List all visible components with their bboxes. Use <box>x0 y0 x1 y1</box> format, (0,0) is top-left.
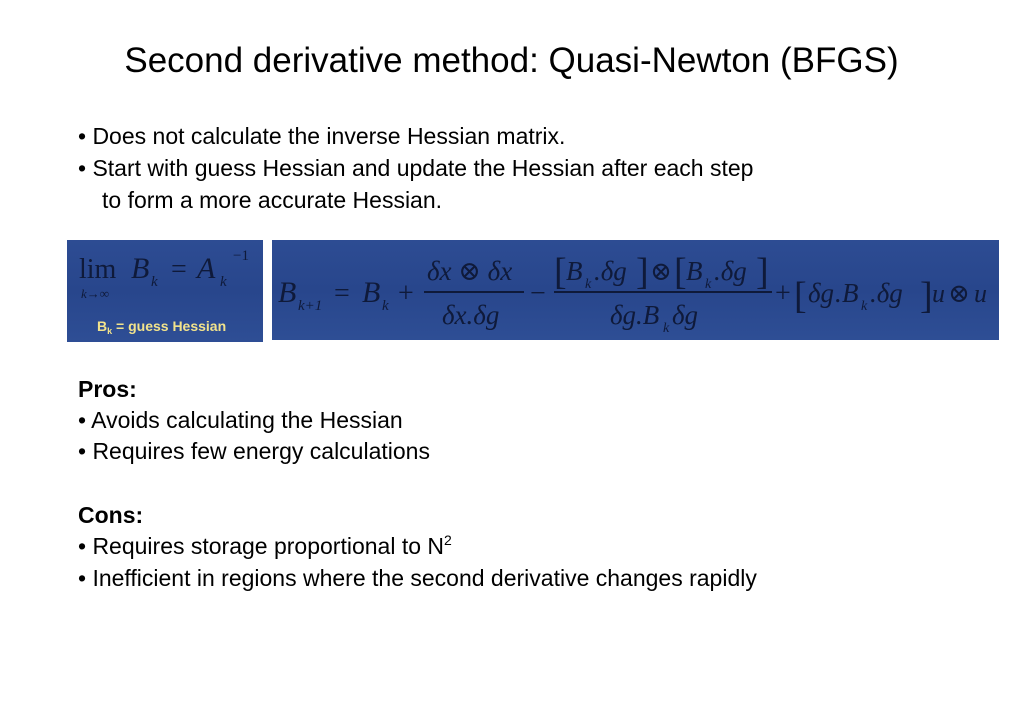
pros-item-2: • Requires few energy calculations <box>78 438 430 464</box>
term3-k: k <box>861 299 868 314</box>
num2-b1: B <box>566 256 583 286</box>
cons-item-1-text: • Requires storage proportional to N <box>78 533 445 559</box>
a-symbol: A <box>197 252 216 285</box>
cons-item-2: • Inefficient in regions where the second derivative changes rapidly <box>78 565 757 591</box>
b-symbol: B <box>131 252 150 285</box>
limit-equation-svg <box>67 240 263 342</box>
term3-otimes: ⊗ <box>948 279 970 308</box>
bracket-1-left: [ <box>554 251 567 293</box>
term3-dg1: δg <box>808 278 835 308</box>
term3-dotdg: .δg <box>870 278 903 308</box>
fraction1-denominator: δx.δg <box>442 300 500 330</box>
lim-subscript: k→∞ <box>81 286 110 301</box>
num2-b2: B <box>686 256 703 286</box>
equals-sign: = <box>171 254 187 285</box>
bfgs-update-equation-image <box>272 240 999 340</box>
limit-equation-image <box>67 240 263 342</box>
den2-k: k <box>663 321 670 336</box>
slide-title: Second derivative method: Quasi-Newton (BFGS) <box>124 41 899 80</box>
a-subscript-k: k <box>220 274 227 290</box>
cons-item-1 <box>78 531 452 561</box>
intro-bullet-1: • Does not calculate the inverse Hessian matrix. <box>78 123 566 149</box>
cons-item-1-superscript: 2 <box>444 532 452 548</box>
num2-k2: k <box>705 277 712 292</box>
bracket-1-right: ] <box>636 251 649 293</box>
minus-sign: − <box>530 278 546 309</box>
update-equals: = <box>334 278 350 309</box>
label-rest: = guess Hessian <box>112 318 227 334</box>
pros-item-1: • Avoids calculating the Hessian <box>78 407 403 433</box>
term3-u2: u <box>974 279 987 308</box>
b-subscript-k: k <box>151 274 158 290</box>
pros-heading: Pros: <box>78 376 137 402</box>
intro-bullet-2: • Start with guess Hessian and update the Hessian after each step <box>78 155 754 181</box>
num2-k1: k <box>585 277 592 292</box>
plus-1: + <box>398 278 414 309</box>
term3-u1: u <box>932 279 945 308</box>
bracket-3-right: ] <box>920 275 933 317</box>
num2-dg1: .δg <box>594 256 627 286</box>
fraction1-numerator: δx ⊗ δx <box>427 256 513 286</box>
lim-text: lim <box>79 254 117 285</box>
num2-otimes: ⊗ <box>650 257 672 286</box>
label-k: k <box>107 326 113 336</box>
bracket-2-right: ] <box>756 251 769 293</box>
intro-bullet-2-continued: to form a more accurate Hessian. <box>102 187 443 213</box>
den2-start: δg.B <box>610 300 660 330</box>
term3-b: B <box>842 278 859 308</box>
num2-dg2: .δg <box>714 256 747 286</box>
term3-dot1: . <box>835 278 842 308</box>
den2-end: δg <box>672 300 699 330</box>
bracket-3-left: [ <box>794 275 807 317</box>
bracket-2-left: [ <box>674 251 687 293</box>
inverse-exponent: −1 <box>233 248 249 264</box>
bfgs-update-svg <box>272 240 999 340</box>
plus-2: + <box>775 278 791 309</box>
cons-heading: Cons: <box>78 502 144 528</box>
bk-subscript: k <box>382 298 389 314</box>
label-b: B <box>97 318 108 334</box>
bk1-subscript: k+1 <box>298 298 323 314</box>
bk-symbol: B <box>362 276 381 309</box>
guess-hessian-label <box>97 318 226 336</box>
bk1-symbol: B <box>278 276 297 309</box>
